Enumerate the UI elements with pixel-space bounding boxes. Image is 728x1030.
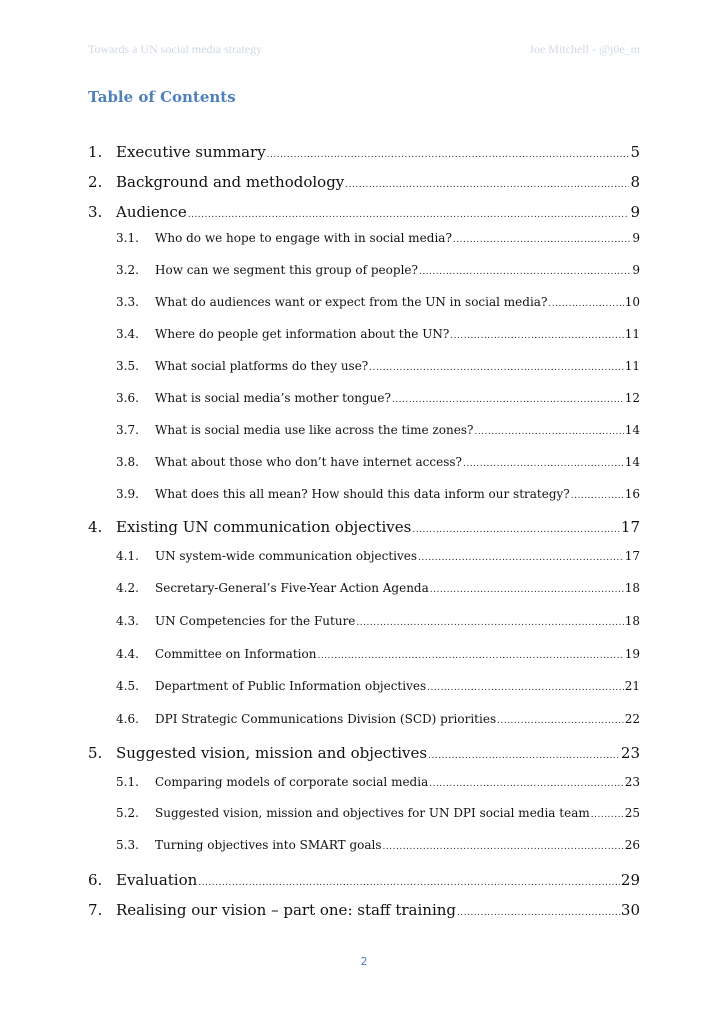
toc-entry[interactable]: [88, 871, 640, 889]
toc-entry-page: 9: [632, 231, 640, 245]
toc-dot-leader: [430, 585, 624, 595]
toc-entry-number: 5.1.: [116, 775, 139, 789]
toc-dot-leader: [418, 553, 624, 563]
toc-entry-title: Realising our vision – part one: staff training: [116, 901, 457, 919]
toc-subentry[interactable]: [116, 679, 640, 693]
toc-entry-title: Suggested vision, mission and objectives for UN DPI social media team: [155, 806, 590, 820]
toc-entry-number: 3.6.: [116, 391, 139, 405]
page-number: 2: [360, 955, 368, 968]
toc-subentry[interactable]: [116, 359, 640, 373]
toc-entry-number: 7.: [88, 901, 103, 919]
toc-dot-leader: [591, 810, 624, 820]
toc-dot-leader: [392, 395, 624, 405]
toc-entry-title: Existing UN communication objectives: [116, 518, 412, 536]
toc-entry-page: 16: [624, 487, 640, 501]
toc-subentry[interactable]: [116, 231, 640, 245]
toc-entry-title: Where do people get information about the UN?: [155, 327, 450, 341]
toc-entry[interactable]: [88, 744, 640, 762]
toc-entry-title: What is social media use like across the time zones?: [155, 423, 474, 437]
toc-entry-number: 4.6.: [116, 712, 139, 726]
toc-entry-title: Background and methodology: [116, 173, 345, 191]
toc-entry-title: Who do we hope to engage with in social media?: [155, 231, 452, 245]
toc-entry-number: 3.8.: [116, 455, 139, 469]
toc-subentry[interactable]: [116, 391, 640, 405]
toc-entry-number: 4.2.: [116, 581, 139, 595]
toc-entry-page: 9: [630, 203, 640, 221]
toc-entry-page: 17: [620, 518, 640, 536]
toc-entry-number: 2.: [88, 173, 103, 191]
toc-entry-number: 4.3.: [116, 614, 139, 628]
toc-entry-title: What do audiences want or expect from the UN in social media?: [155, 295, 548, 309]
toc-dot-leader: [457, 908, 620, 918]
toc-entry-page: 30: [620, 901, 640, 919]
header-document-title: Towards a UN social media strategy: [88, 42, 263, 56]
toc-entry-number: 4.1.: [116, 549, 139, 563]
toc-entry-page: 26: [624, 838, 640, 852]
toc-entry-title: DPI Strategic Communications Division (SCD) priorities: [155, 712, 497, 726]
toc-entry-page: 14: [624, 423, 640, 437]
toc-subentry[interactable]: [116, 455, 640, 469]
toc-entry-number: 3.1.: [116, 231, 139, 245]
header-author: Joe Mitchell - @j0e_m: [529, 42, 640, 56]
toc-entry-title: What social platforms do they use?: [155, 359, 369, 373]
toc-dot-leader: [356, 618, 623, 628]
toc-entry-title: Department of Public Information objectives: [155, 679, 427, 693]
toc-entry-title: UN system-wide communication objectives: [155, 549, 418, 563]
toc-entry-title: Audience: [116, 203, 187, 221]
toc-entry[interactable]: [88, 203, 640, 221]
toc-dot-leader: [429, 779, 624, 789]
toc-dot-leader: [428, 751, 620, 761]
toc-entry-page: 22: [624, 712, 640, 726]
toc-dot-leader: [419, 267, 631, 277]
toc-dot-leader: [369, 363, 623, 373]
toc-entry-number: 5.: [88, 744, 103, 762]
toc-entry-page: 21: [624, 679, 640, 693]
toc-entry-page: 11: [624, 359, 640, 373]
toc-dot-leader: [453, 235, 631, 245]
toc-entry-number: 5.2.: [116, 806, 139, 820]
toc-entry-page: 18: [624, 614, 640, 628]
toc-entry-number: 3.2.: [116, 263, 139, 277]
toc-dot-leader: [463, 459, 624, 469]
toc-dot-leader: [450, 331, 623, 341]
toc-entry-title: Evaluation: [116, 871, 198, 889]
toc-entry-number: 4.4.: [116, 647, 139, 661]
toc-entry-title: Turning objectives into SMART goals: [155, 838, 382, 852]
toc-dot-leader: [474, 427, 623, 437]
toc-dot-leader: [198, 878, 620, 888]
toc-dot-leader: [345, 180, 629, 190]
toc-entry-number: 3.5.: [116, 359, 139, 373]
toc-entry-page: 19: [624, 647, 640, 661]
toc-dot-leader: [497, 716, 624, 726]
toc-entry-number: 4.5.: [116, 679, 139, 693]
toc-subentry[interactable]: [116, 423, 640, 437]
toc-subentry[interactable]: [116, 549, 640, 563]
toc-dot-leader: [548, 299, 623, 309]
toc-entry-title: What is social media’s mother tongue?: [155, 391, 391, 405]
toc-entry[interactable]: [88, 901, 640, 919]
toc-entry-number: 4.: [88, 518, 103, 536]
toc-subentry[interactable]: [116, 614, 640, 628]
toc-entry-page: 5: [630, 143, 640, 161]
toc-entry-page: 11: [624, 327, 640, 341]
toc-entry-page: 14: [624, 455, 640, 469]
toc-entry-title: Secretary-General’s Five-Year Action Agenda: [155, 581, 429, 595]
toc-entry-title: Committee on Information: [155, 647, 317, 661]
toc-entry-page: 23: [624, 775, 640, 789]
toc-subentry[interactable]: [116, 838, 640, 852]
toc-dot-leader: [427, 683, 624, 693]
toc-entry-title: Executive summary: [116, 143, 266, 161]
toc-entry-number: 5.3.: [116, 838, 139, 852]
toc-subentry[interactable]: [116, 806, 640, 820]
toc-entry-number: 3.4.: [116, 327, 139, 341]
toc-entry[interactable]: [88, 518, 640, 536]
toc-entry[interactable]: [88, 143, 640, 161]
toc-entry-number: 3.7.: [116, 423, 139, 437]
toc-entry-title: What does this all mean? How should this data inform our strategy?: [155, 487, 570, 501]
toc-entry-page: 29: [620, 871, 640, 889]
toc-entry-page: 10: [624, 295, 640, 309]
toc-entry-page: 23: [620, 744, 640, 762]
toc-entry-number: 3.9.: [116, 487, 139, 501]
toc-entry-title: How can we segment this group of people?: [155, 263, 418, 277]
toc-entry-number: 1.: [88, 143, 103, 161]
toc-entry-page: 18: [624, 581, 640, 595]
toc-entry-page: 25: [624, 806, 640, 820]
toc-entry-page: 12: [624, 391, 640, 405]
toc-heading: Table of Contents: [88, 88, 236, 106]
toc-entry-page: 17: [624, 549, 640, 563]
toc-subentry[interactable]: [116, 581, 640, 595]
toc-entry-title: Suggested vision, mission and objectives: [116, 744, 428, 762]
toc-entry-number: 3.: [88, 203, 103, 221]
toc-entry-title: Comparing models of corporate social media: [155, 775, 429, 789]
toc-dot-leader: [267, 150, 630, 160]
toc-entry-number: 6.: [88, 871, 103, 889]
toc-subentry[interactable]: [116, 775, 640, 789]
toc-subentry[interactable]: [116, 487, 640, 501]
toc-entry-number: 3.3.: [116, 295, 139, 309]
toc-subentry[interactable]: [116, 327, 640, 341]
toc-subentry[interactable]: [116, 295, 640, 309]
toc-subentry[interactable]: [116, 263, 640, 277]
toc-subentry[interactable]: [116, 712, 640, 726]
toc-dot-leader: [188, 210, 630, 220]
toc-entry-title: What about those who don’t have internet access?: [155, 455, 462, 469]
toc-entry-page: 9: [632, 263, 640, 277]
toc-dot-leader: [571, 491, 624, 501]
toc-entry-page: 8: [630, 173, 640, 191]
toc-dot-leader: [383, 842, 624, 852]
toc-dot-leader: [317, 651, 623, 661]
toc-entry-title: UN Competencies for the Future: [155, 614, 356, 628]
toc-dot-leader: [412, 525, 620, 535]
toc-entry[interactable]: [88, 173, 640, 191]
toc-subentry[interactable]: [116, 647, 640, 661]
